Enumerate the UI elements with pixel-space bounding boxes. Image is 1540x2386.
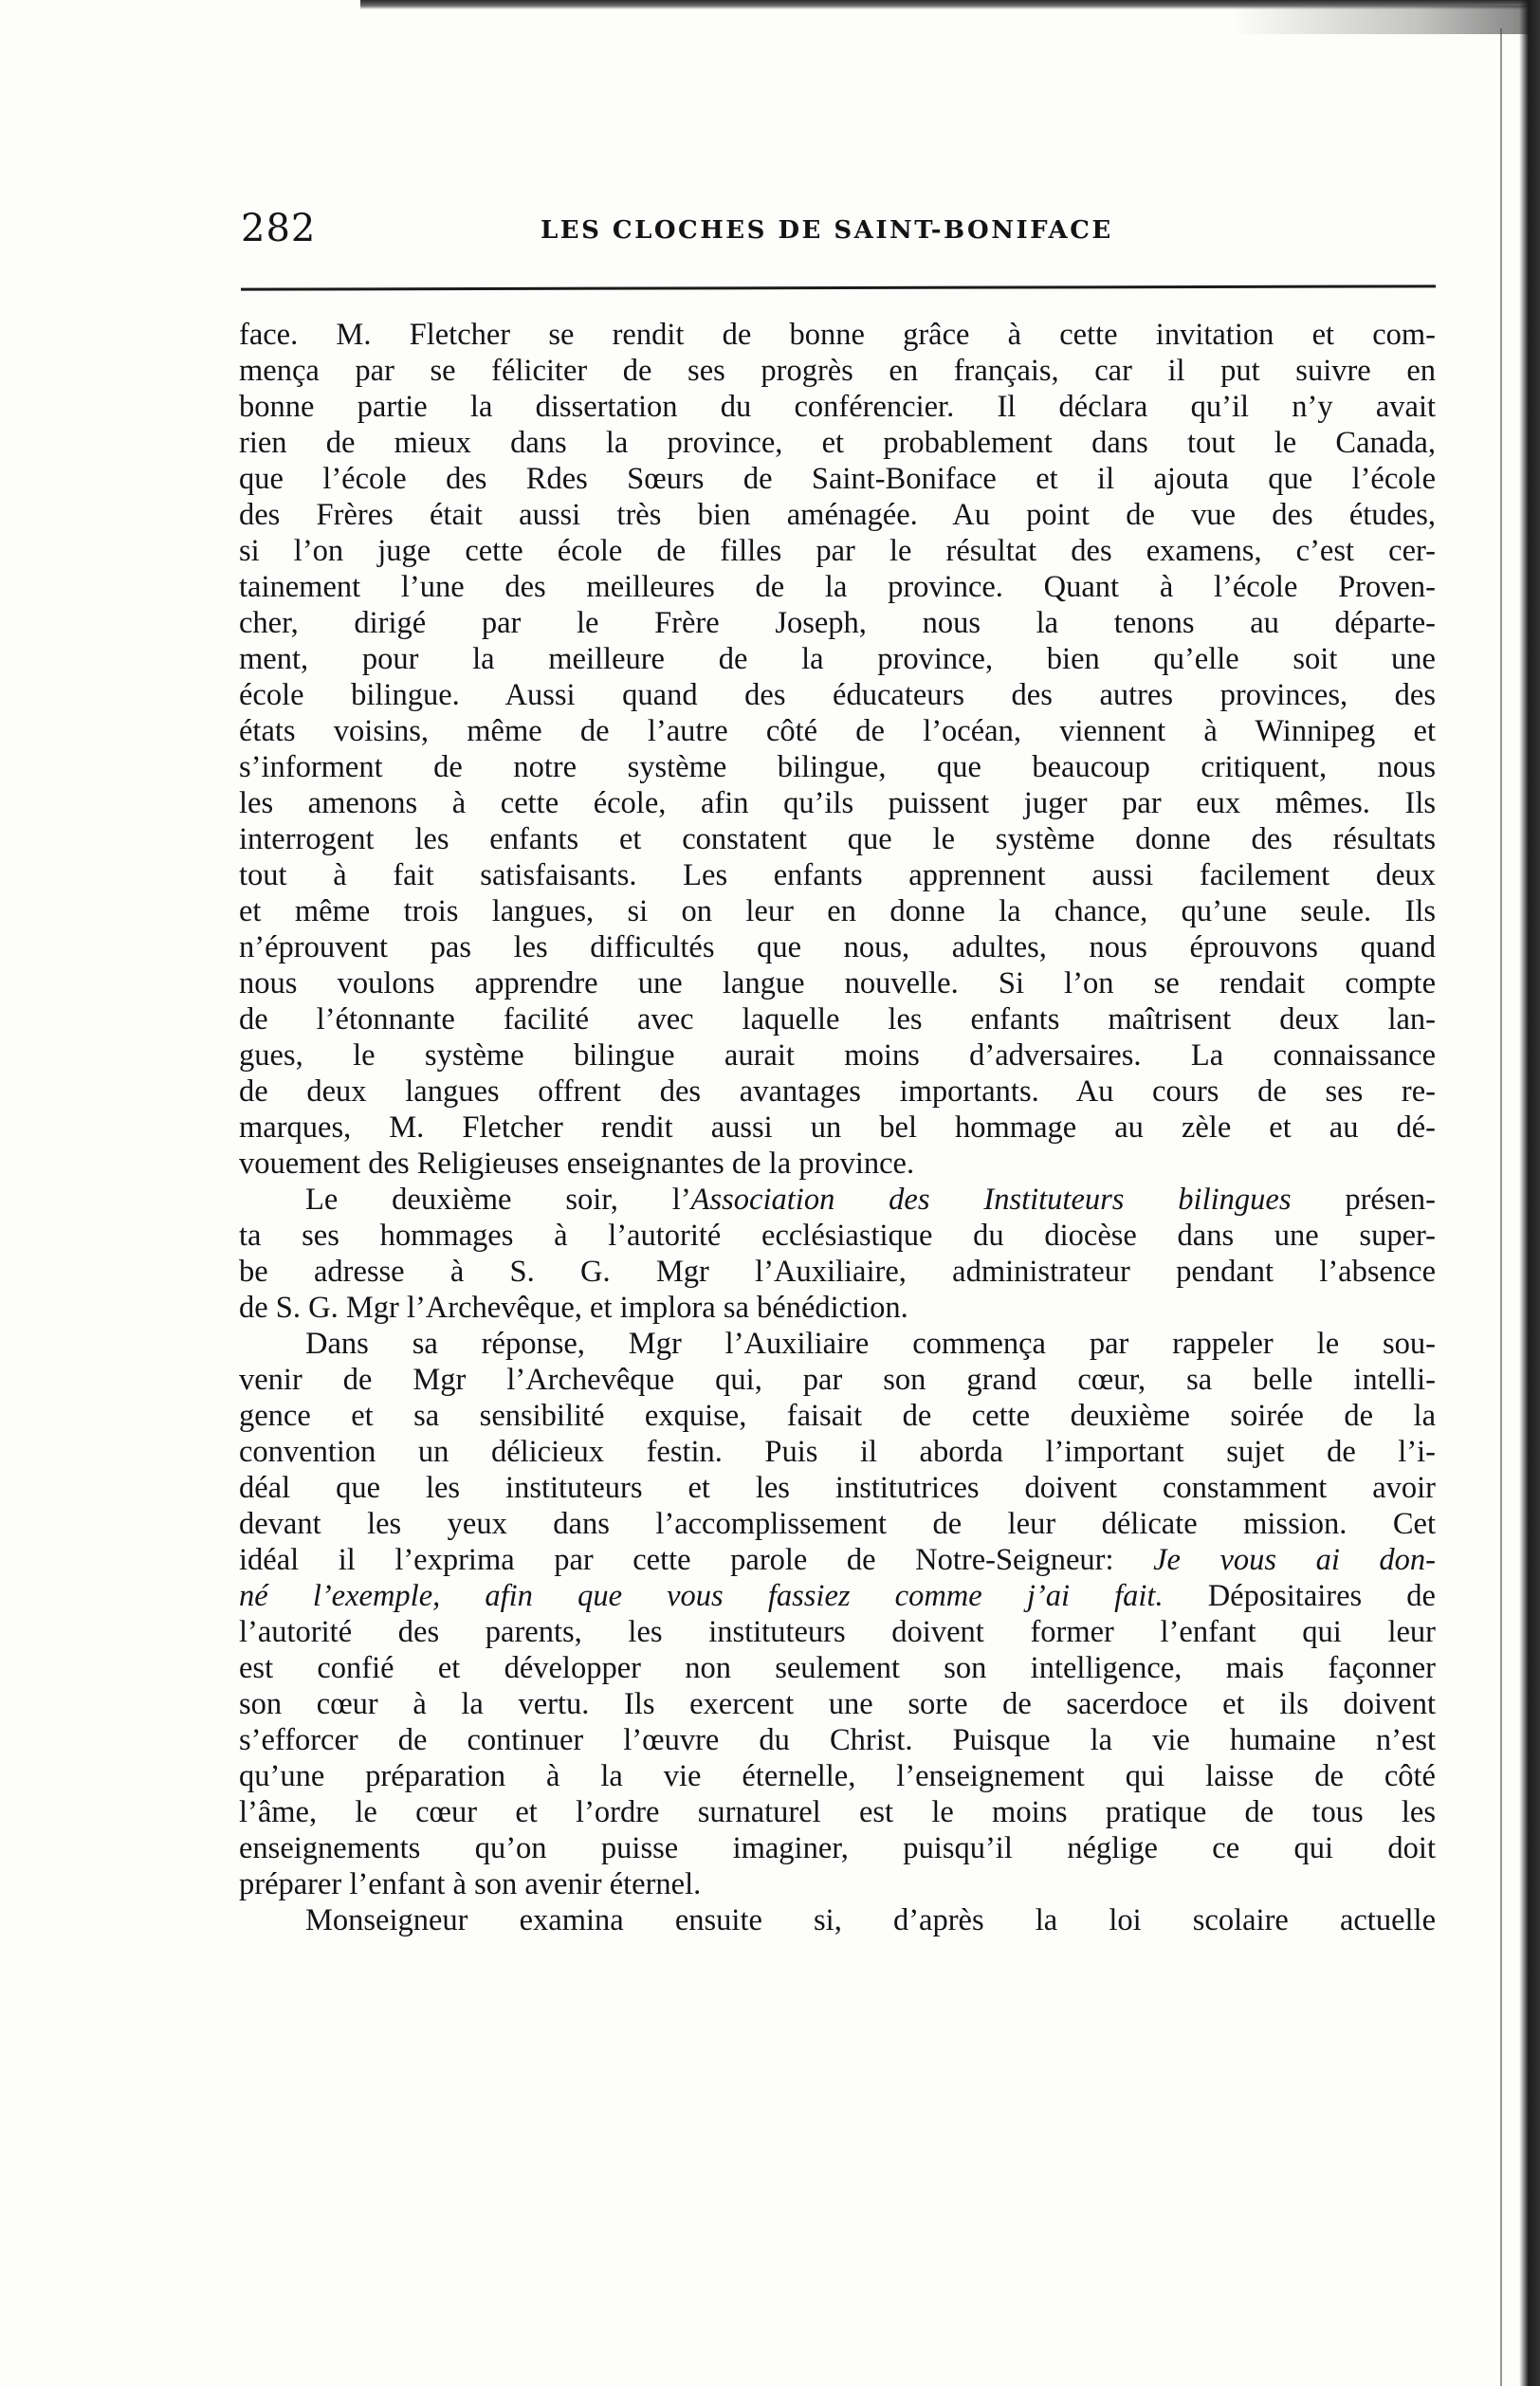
- text-line: [239, 425, 1436, 461]
- text-line: [239, 1037, 1436, 1074]
- text-segment: déal que les instituteurs et les institutrices doivent constamment avoir: [239, 1471, 1436, 1505]
- text-segment: de deux langues offrent des avantages importants. Au cours de ses re-: [239, 1074, 1436, 1109]
- text-line: [239, 1866, 1436, 1902]
- text-line: [239, 317, 1436, 353]
- page-header: [241, 207, 1436, 264]
- text-line: [239, 1362, 1436, 1398]
- text-line: [239, 1182, 1436, 1218]
- text-line: [239, 461, 1436, 497]
- text-segment: convention un délicieux festin. Puis il aborda l’important sujet de l’i-: [239, 1435, 1436, 1469]
- text-segment: be adresse à S. G. Mgr l’Auxiliaire, administrateur pendant l’absence: [239, 1255, 1436, 1289]
- text-line: [239, 1578, 1436, 1614]
- text-segment: marques, M. Fletcher rendit aussi un bel hommage au zèle et au dé-: [239, 1110, 1436, 1145]
- text-line: [239, 605, 1436, 641]
- text-line: [239, 533, 1436, 569]
- text-segment: si l’on juge cette école de filles par le résultat des examens, c’est cer-: [239, 534, 1436, 568]
- text-segment: face. M. Fletcher se rendit de bonne grâce à cette invitation et com-: [239, 318, 1436, 352]
- text-segment: tout à fait satisfaisants. Les enfants apprennent aussi facilement deux: [239, 858, 1436, 892]
- text-line: [239, 929, 1436, 965]
- text-segment: gues, le système bilingue aurait moins d’adversaires. La connaissance: [239, 1038, 1436, 1073]
- text-line: [239, 1326, 1436, 1362]
- scan-binding-line: [1500, 28, 1502, 2386]
- text-line: [239, 1902, 1436, 1938]
- text-segment: tainement l’une des meilleures de la province. Quant à l’école Proven-: [239, 570, 1436, 604]
- text-segment: présen-: [1291, 1183, 1436, 1217]
- text-line: [239, 353, 1436, 389]
- text-line: [239, 1614, 1436, 1650]
- text-segment: ta ses hommages à l’autorité ecclésiastique du diocèse dans une super-: [239, 1219, 1436, 1253]
- text-segment: enseignements qu’on puisse imaginer, puisqu’il néglige ce qui doit: [239, 1831, 1436, 1865]
- text-line: [239, 569, 1436, 605]
- italic-text-segment: né l’exemple, afin que vous fassiez comme j’ai fait.: [239, 1579, 1164, 1613]
- text-segment: états voisins, même de l’autre côté de l’océan, viennent à Winnipeg et: [239, 714, 1436, 748]
- text-segment: les amenons à cette école, afin qu’ils puissent juger par eux mêmes. Ils: [239, 786, 1436, 820]
- text-segment: venir de Mgr l’Archevêque qui, par son grand cœur, sa belle intelli-: [239, 1363, 1436, 1397]
- text-line: [239, 1722, 1436, 1758]
- text-line: [239, 497, 1436, 533]
- text-segment: interrogent les enfants et constatent que le système donne des résultats: [239, 822, 1436, 856]
- text-segment: Dépositaires de: [1163, 1579, 1436, 1613]
- text-segment: école bilingue. Aussi quand des éducateurs des autres provinces, des: [239, 678, 1436, 712]
- text-segment: que l’école des Rdes Sœurs de Saint-Boniface et il ajouta que l’école: [239, 462, 1436, 496]
- italic-text-segment: Je vous ai don-: [1153, 1543, 1436, 1577]
- page-number: 282: [241, 207, 317, 250]
- text-line: [239, 1650, 1436, 1686]
- text-segment: préparer l’enfant à son avenir éternel.: [239, 1867, 702, 1901]
- text-segment: Le deuxième soir, l’: [305, 1183, 691, 1217]
- text-line: [239, 1110, 1436, 1146]
- text-line: [239, 1830, 1436, 1866]
- text-segment: gence et sa sensibilité exquise, faisait de cette deuxième soirée de la: [239, 1399, 1436, 1433]
- text-line: [239, 857, 1436, 893]
- text-segment: rien de mieux dans la province, et probablement dans tout le Canada,: [239, 426, 1436, 460]
- text-segment: s’efforcer de continuer l’œuvre du Christ. Puisque la vie humaine n’est: [239, 1723, 1436, 1757]
- text-segment: est confié et développer non seulement son intelligence, mais façonner: [239, 1651, 1436, 1685]
- text-segment: l’âme, le cœur et l’ordre surnaturel est le moins pratique de tous les: [239, 1795, 1436, 1829]
- text-segment: mença par se féliciter de ses progrès en français, car il put suivre en: [239, 354, 1436, 388]
- text-line: [239, 1542, 1436, 1578]
- text-line: [239, 1686, 1436, 1722]
- text-line: [239, 749, 1436, 785]
- text-segment: cher, dirigé par le Frère Joseph, nous la tenons au départe-: [239, 606, 1436, 640]
- text-line: [239, 821, 1436, 857]
- text-segment: s’informent de notre système bilingue, que beaucoup critiquent, nous: [239, 750, 1436, 784]
- text-segment: et même trois langues, si on leur en donne la chance, qu’une seule. Ils: [239, 894, 1436, 928]
- scan-right-edge-shadow: [1519, 0, 1540, 2386]
- text-line: [239, 1758, 1436, 1794]
- text-line: [239, 641, 1436, 677]
- text-segment: des Frères était aussi très bien aménagée. Au point de vue des études,: [239, 498, 1436, 532]
- header-rule: [241, 284, 1436, 290]
- text-line: [239, 1434, 1436, 1470]
- text-line: [239, 1218, 1436, 1254]
- text-segment: nous voulons apprendre une langue nouvelle. Si l’on se rendait compte: [239, 966, 1436, 1000]
- text-line: [239, 389, 1436, 425]
- text-line: [239, 1290, 1436, 1326]
- text-line: [239, 1506, 1436, 1542]
- text-line: [239, 1794, 1436, 1830]
- text-segment: devant les yeux dans l’accomplissement de leur délicate mission. Cet: [239, 1507, 1436, 1541]
- text-segment: son cœur à la vertu. Ils exercent une sorte de sacerdoce et ils doivent: [239, 1687, 1436, 1721]
- text-line: [239, 1398, 1436, 1434]
- text-segment: vouement des Religieuses enseignantes de la province.: [239, 1147, 915, 1181]
- text-line: [239, 965, 1436, 1001]
- text-line: [239, 785, 1436, 821]
- text-line: [239, 1001, 1436, 1037]
- text-line: [239, 677, 1436, 713]
- text-segment: Monseigneur examina ensuite si, d’après la loi scolaire actuelle: [305, 1903, 1436, 1937]
- text-segment: l’autorité des parents, les instituteurs doivent former l’enfant qui leur: [239, 1615, 1436, 1649]
- running-head: LES CLOCHES DE SAINT-BONIFACE: [541, 216, 1113, 245]
- text-segment: bonne partie la dissertation du conférencier. Il déclara qu’il n’y avait: [239, 390, 1436, 424]
- text-line: [239, 893, 1436, 929]
- text-line: [239, 1470, 1436, 1506]
- scan-corner-shadow: [1233, 6, 1540, 34]
- text-segment: idéal il l’exprima par cette parole de Notre-Seigneur:: [239, 1543, 1154, 1577]
- italic-text-segment: Association des Instituteurs bilingues: [690, 1183, 1292, 1217]
- body-text: [239, 317, 1436, 1938]
- text-line: [239, 1074, 1436, 1110]
- text-segment: qu’une préparation à la vie éternelle, l’enseignement qui laisse de côté: [239, 1759, 1436, 1793]
- text-line: [239, 1254, 1436, 1290]
- text-segment: de S. G. Mgr l’Archevêque, et implora sa bénédiction.: [239, 1291, 908, 1325]
- text-segment: Dans sa réponse, Mgr l’Auxiliaire commença par rappeler le sou-: [305, 1327, 1436, 1361]
- text-line: [239, 713, 1436, 749]
- text-segment: ment, pour la meilleure de la province, bien qu’elle soit une: [239, 642, 1436, 676]
- text-segment: de l’étonnante facilité avec laquelle les enfants maîtrisent deux lan-: [239, 1002, 1436, 1037]
- text-segment: n’éprouvent pas les difficultés que nous, adultes, nous éprouvons quand: [239, 930, 1436, 964]
- text-line: [239, 1146, 1436, 1182]
